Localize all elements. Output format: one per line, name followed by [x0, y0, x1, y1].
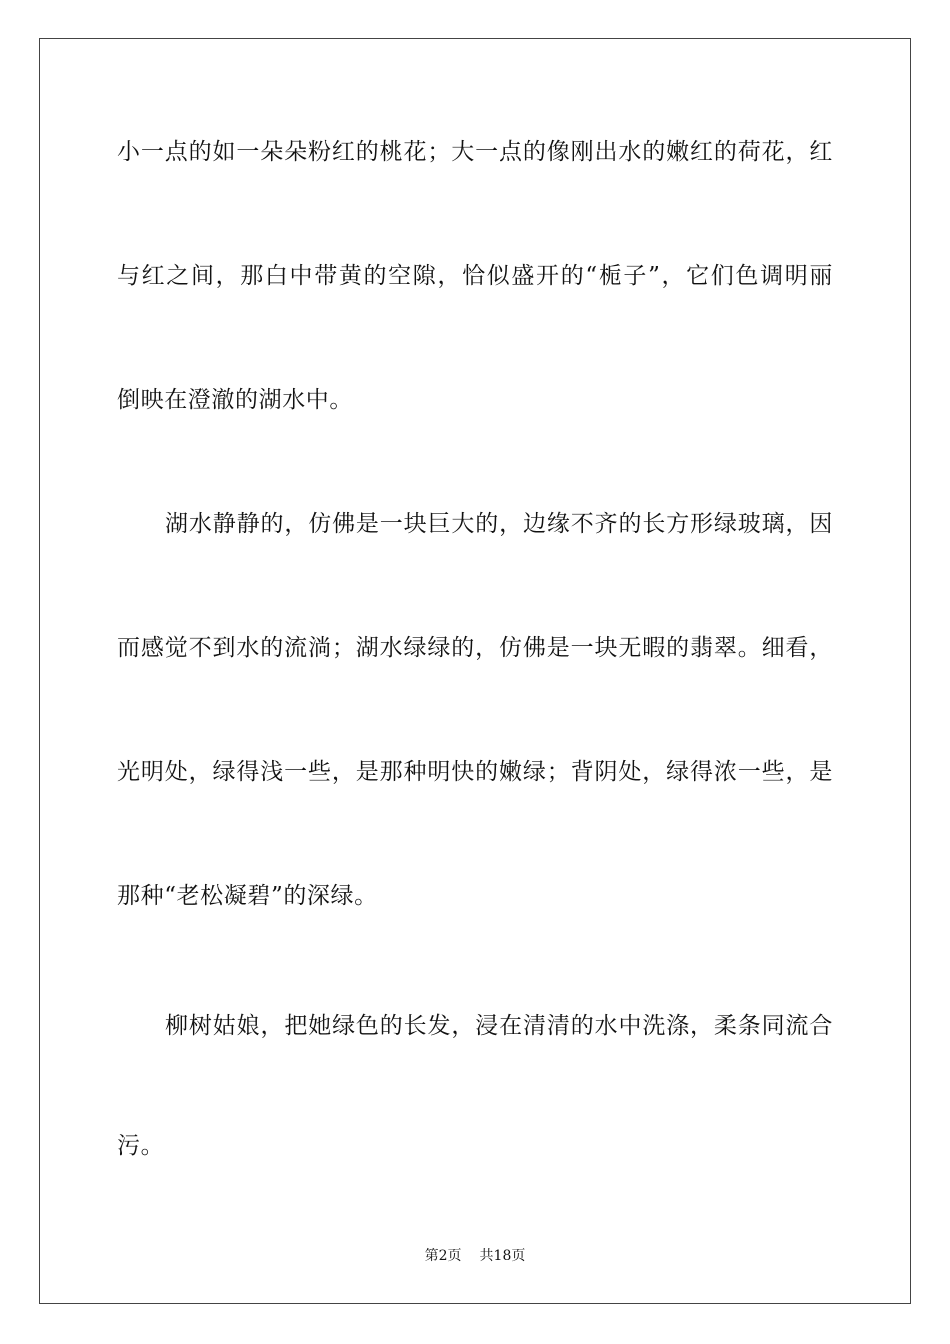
paragraph-1-line-2: 与红之间，那白中带黄的空隙，恰似盛开的“栀子”，它们色调明丽	[117, 263, 833, 289]
page-number: 第2页	[424, 1248, 462, 1264]
paragraph-2-line-4: 那种“老松凝碧”的深绿。	[117, 883, 378, 909]
paragraph-2-line-3: 光明处，绿得浅一些，是那种明快的嫩绿；背阴处，绿得浓一些，是	[117, 759, 833, 785]
page-frame	[39, 38, 911, 1304]
paragraph-2-line-1: 湖水静静的，仿佛是一块巨大的，边缘不齐的长方形绿玻璃，因	[165, 511, 833, 537]
paragraph-3-line-1: 柳树姑娘，把她绿色的长发，浸在清清的水中洗涤，柔条同流合	[165, 1013, 833, 1039]
paragraph-3-line-2: 污。	[117, 1133, 165, 1159]
paragraph-1-line-3: 倒映在澄澈的湖水中。	[117, 387, 353, 413]
paragraph-1-line-1: 小一点的如一朵朵粉红的桃花；大一点的像刚出水的嫩红的荷花，红	[117, 139, 833, 165]
page-footer	[0, 1246, 950, 1266]
total-pages: 共18页	[479, 1248, 526, 1264]
paragraph-2-line-2: 而感觉不到水的流淌；湖水绿绿的，仿佛是一块无暇的翡翠。细看，	[117, 635, 833, 661]
